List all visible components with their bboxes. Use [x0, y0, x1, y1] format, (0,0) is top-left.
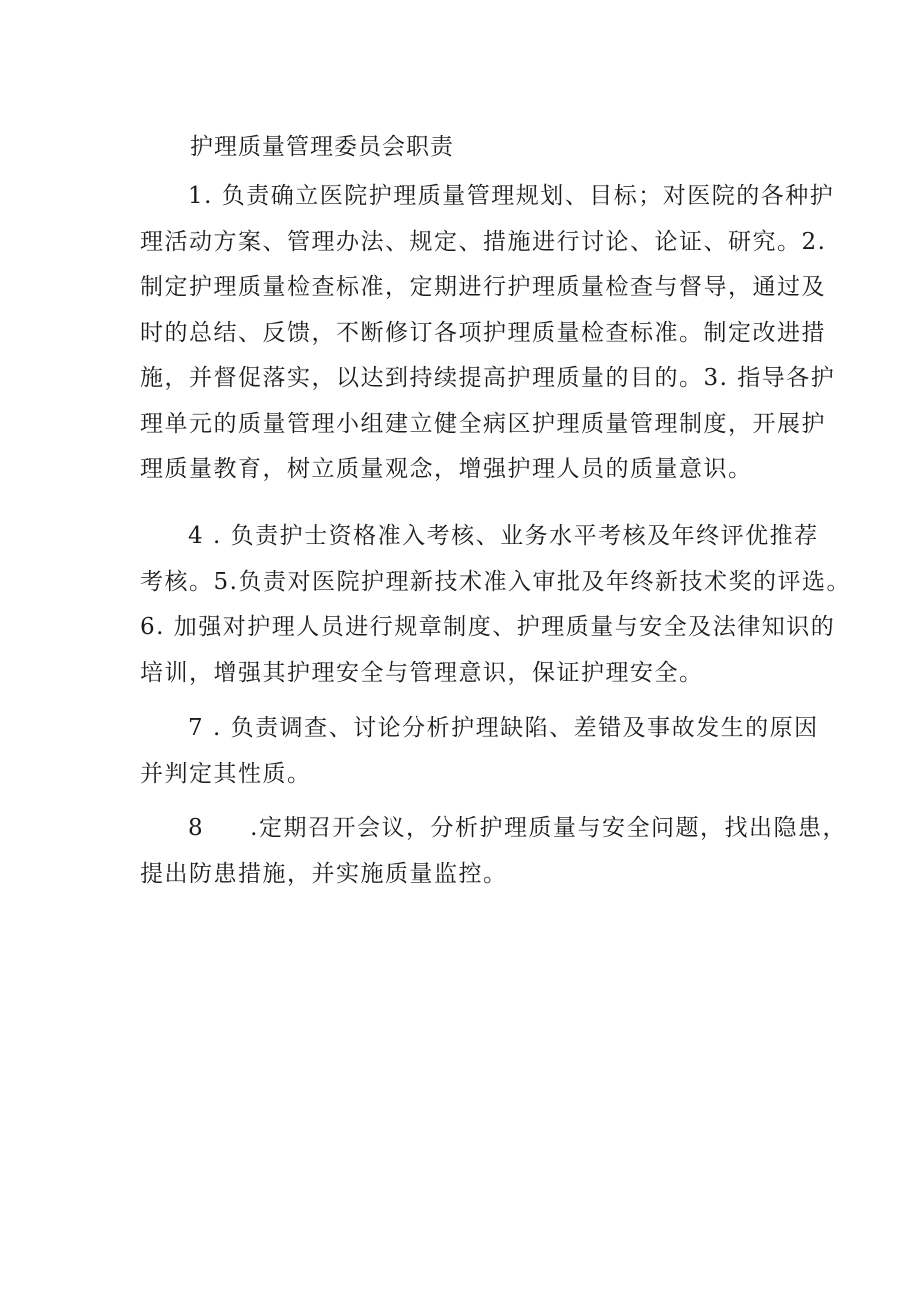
paragraph-line: 4 . 负责护士资格准入考核、业务水平考核及年终评优推荐: [188, 523, 819, 549]
paragraph-line: 施，并督促落实，以达到持续提高护理质量的目的。3. 指导各护: [140, 365, 836, 391]
paragraph-2: [140, 514, 851, 696]
paragraph-line: [140, 806, 847, 852]
paragraph-line: 理单元的质量管理小组建立健全病区护理质量管理制度，开展护: [140, 410, 826, 437]
paragraph-line: 6. 加强对护理人员进行规章制度、护理质量与安全及法律知识的: [140, 614, 836, 640]
paragraph-3: [140, 706, 819, 797]
paragraph-line: 并判定其性质。: [140, 760, 312, 787]
paragraph-line: 提出防患措施，并实施质量监控。: [140, 860, 508, 887]
document-title: 护理质量管理委员会职责: [190, 134, 454, 160]
paragraph-line: 时的总结、反馈，不断修订各项护理质量检查标准。制定改进措: [140, 319, 826, 346]
paragraph-line: 考核。5.负责对医院护理新技术准入审批及年终新技术奖的评选。: [140, 568, 851, 595]
paragraph-line: 7 . 负责调查、讨论分析护理缺陷、差错及事故发生的原因: [188, 715, 819, 741]
paragraph-1: [140, 174, 836, 493]
paragraph-line: 理活动方案、管理办法、规定、措施进行讨论、论证、研究。2.: [140, 228, 827, 255]
paragraph-line: 1. 负责确立医院护理质量管理规划、目标；对医院的各种护: [188, 183, 835, 209]
paragraph-4: [140, 806, 847, 897]
item-number: 8: [188, 815, 205, 841]
paragraph-line: 制定护理质量检查标准，定期进行护理质量检查与督导，通过及: [140, 274, 826, 300]
paragraph-line-text: .定期召开会议，分析护理质量与安全问题，找出隐患，: [250, 815, 847, 841]
paragraph-line: 培训，增强其护理安全与管理意识，保证护理安全。: [140, 659, 704, 686]
paragraph-line: 理质量教育，树立质量观念，增强护理人员的质量意识。: [140, 456, 753, 482]
